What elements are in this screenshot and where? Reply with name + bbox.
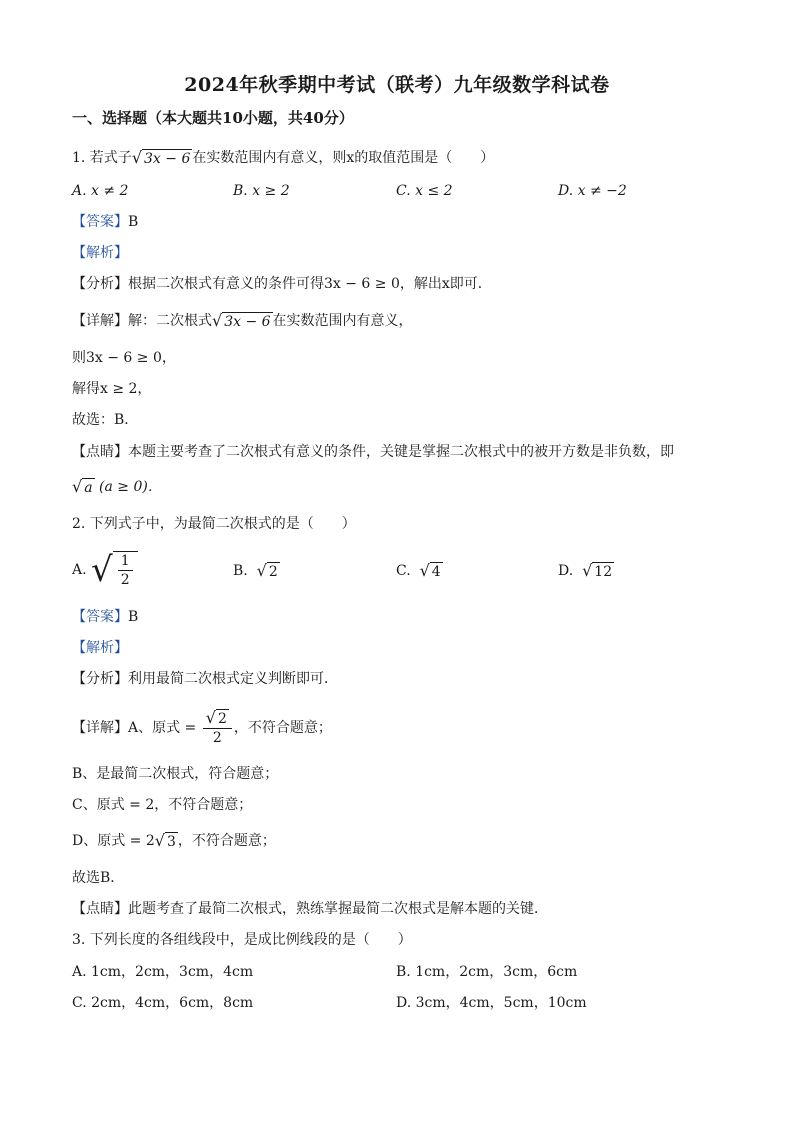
q2-dianjing [72,899,548,919]
q3-option-c: C. 2cm，4cm，6cm，8cm [72,995,254,1011]
dianjing-tag: 【点睛】 [72,444,128,460]
dianjing-tag: 【点睛】 [72,901,128,917]
q2-option-c-radicand: 4 [431,563,441,580]
q2-option-d-radical: √ 12 [582,560,613,580]
q2-option-a-numerator: 1 [118,552,133,571]
q2-option-d-label: D. [558,563,574,579]
q1-stem-pre: 1. 若式子 [72,150,132,166]
q2-option-a-label: A. [72,562,87,578]
q2-option-c-radical: √ 4 [419,560,441,580]
q1-option-d: D. x ≠ −2 [558,183,627,199]
q1-dianjing-formula [72,477,162,497]
question-3-stem: 3. 下列长度的各组线段中，是成比例线段的是（ ） [72,932,412,948]
q1-option-b: B. x ≥ 2 [233,183,290,199]
q1-fenxi [72,274,492,294]
q2-line-d-radicand: 3 [166,833,176,850]
q1-stem-post: 在实数范围内有意义，则x的取值范围是（ ） [192,150,495,166]
q1-option-a: A. x ≠ 2 [72,183,129,199]
q2-option-b-radicand: 2 [268,563,278,580]
q1-xiangjie-pre: 解：二次根式 [128,313,212,329]
q1-radical: √ 3x − 6 [131,147,191,167]
q1-step-1: 则3x − 6 ≥ 0， [72,350,176,366]
q1-answer-value: B [128,214,139,230]
q2-xiangjie-denominator: 2 [212,730,222,746]
q2-line-b: B、是最简二次根式，符合题意； [72,766,279,782]
q3-option-b: B. 1cm，2cm，3cm，6cm [396,964,578,980]
q1-dianjing-condition: (a ≥ 0)． [94,479,162,495]
page-title: 2024年秋季期中考试（联考）九年级数学科试卷 [184,74,610,96]
section-heading: 一、选择题（本大题共10小题，共40分） [72,109,354,127]
q2-choose: 故选B． [72,870,125,886]
q2-dianjing-text: 此题考查了最简二次根式，熟练掌握最简二次根式是解本题的关键． [128,901,548,917]
q2-option-a-denominator: 2 [120,572,130,588]
q1-xiangjie-radical: √ 3x − 6 [212,310,271,330]
q2-line-d-post: ，不符合题意； [177,833,276,849]
q2-xiangjie-pre: A、原式 = [128,720,201,736]
q1-radicand: 3x − 6 [144,150,191,167]
q2-option-b-label: B. [233,563,248,579]
q2-xiangjie [72,708,332,748]
q2-answer [72,607,138,627]
q1-xiangjie-post: 在实数范围内有意义， [272,313,413,329]
question-2-stem: 2. 下列式子中，为最简二次根式的是（ ） [72,516,356,532]
q2-option-d-radicand: 12 [594,563,613,580]
q1-dianjing [72,442,674,462]
q1-step-2: 解得x ≥ 2， [72,381,152,397]
q2-answer-value: B [128,609,139,625]
q1-option-c: C. x ≤ 2 [396,183,453,199]
q2-option-d [558,561,614,581]
q1-dianjing-radical: √ a [72,476,93,496]
q1-xiangjie-radicand: 3x − 6 [224,313,271,330]
xiangjie-tag: 【详解】 [72,720,128,736]
question-1-stem [72,148,494,168]
answer-tag: 【答案】 [72,609,128,625]
q1-analysis-tag: 【解析】 [72,245,128,261]
q2-line-d [72,831,276,851]
q1-dianjing-radicand: a [84,479,93,496]
q2-option-a [72,550,138,590]
xiangjie-tag: 【详解】 [72,313,128,329]
q2-fenxi-text: 利用最简二次根式定义判断即可． [128,671,338,687]
q2-xiangjie-post: ，不符合题意； [233,720,332,736]
q3-option-d: D. 3cm，4cm，5cm，10cm [396,995,587,1011]
q1-fenxi-text: 根据二次根式有意义的条件可得3x − 6 ≥ 0，解出x即可． [128,276,492,292]
fenxi-tag: 【分析】 [72,276,128,292]
q2-option-b [233,561,280,581]
fenxi-tag: 【分析】 [72,671,128,687]
q2-xiangjie-numerator-radicand: 2 [217,711,227,727]
q2-fenxi [72,669,338,689]
q2-option-b-radical: √ 2 [256,560,278,580]
q2-line-d-pre: D、原式 = 2 [72,833,155,849]
q2-line-c: C、原式 = 2，不符合题意； [72,797,253,813]
q2-analysis-tag: 【解析】 [72,640,128,656]
q1-dianjing-text: 本题主要考查了二次根式有意义的条件，关键是掌握二次根式中的被开方数是非负数，即 [128,444,674,460]
q2-option-c-label: C. [396,563,411,579]
q2-xiangjie-fraction: √ 2 2 [203,709,232,747]
q1-step-3: 故选：B． [72,412,139,428]
q1-xiangjie [72,311,413,331]
q2-option-a-radical: √ $\frac{1}{2}$ [91,550,138,590]
q3-option-a: A. 1cm，2cm，3cm，4cm [72,964,254,980]
q2-option-c [396,561,443,581]
q2-line-d-radical: √ 3 [154,830,176,850]
q1-answer [72,212,138,232]
answer-tag: 【答案】 [72,214,128,230]
